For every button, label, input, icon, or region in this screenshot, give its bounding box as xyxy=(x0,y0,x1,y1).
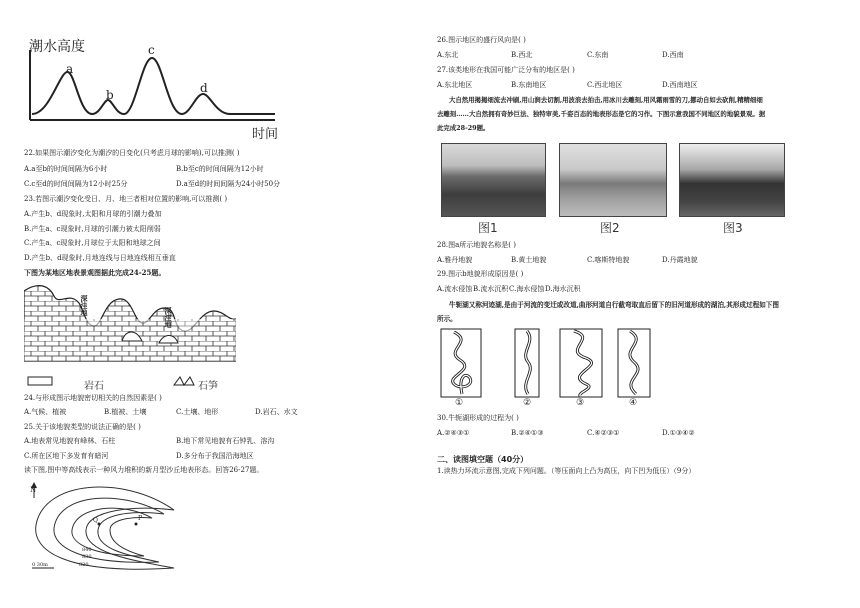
dune-contour-840: 840 xyxy=(82,547,92,553)
q30-option-a[interactable]: A.②④③① xyxy=(437,429,470,437)
q22-option-b[interactable]: B.b至c的时间间隔为12小时 xyxy=(176,165,264,173)
q28-option-c[interactable]: C.喀斯特地貌 xyxy=(587,256,630,264)
stage-2-label: ② xyxy=(523,398,532,408)
q24-option-b[interactable]: B.植被、土壤 xyxy=(104,408,147,416)
q26-option-d[interactable]: D.西南 xyxy=(662,51,684,59)
q24-option-a[interactable]: A.气候、植被 xyxy=(24,408,67,416)
photo-3-caption: 图3 xyxy=(723,221,743,235)
section-2-title: 二、读图填空题（40分） xyxy=(437,455,529,464)
q26-option-b[interactable]: B.西北 xyxy=(511,51,533,59)
stage-1-label: ① xyxy=(455,398,464,408)
q23-option-c[interactable]: C.产生a、c现象时,月球位于太阳和地球之间 xyxy=(24,239,161,247)
karst-diagram xyxy=(24,281,236,391)
q23-option-a[interactable]: A.产生b、d现象时,太阳和月球的引潮力叠加 xyxy=(24,210,162,218)
q29-option-d[interactable]: D.海水沉积 xyxy=(545,285,581,293)
dune-north: N xyxy=(30,486,37,494)
q26-option-c[interactable]: C.东南 xyxy=(587,51,609,59)
q24-stem: 24.与形成图示地貌密切相关的自然因素是( ) xyxy=(24,394,162,402)
q29-option-c[interactable]: C.海水侵蚀 xyxy=(509,285,545,293)
tide-label-a: a xyxy=(66,62,74,76)
q23-option-d[interactable]: D.产生b、d现象时,月地连线与日地连线相互垂直 xyxy=(24,254,176,262)
q25-option-b[interactable]: B.地下常见地貌有石钟乳、溶沟 xyxy=(176,437,275,445)
q25-stem: 25.关于该地貌类型的说法正确的是( ) xyxy=(24,423,141,431)
q25-option-c[interactable]: C.所在区地下多发育有暗河 xyxy=(24,452,109,460)
photo-2 xyxy=(559,143,667,217)
q29-option-a[interactable]: A.流水侵蚀 xyxy=(437,285,473,293)
dune-contour-830: 830 xyxy=(82,554,92,560)
dune-scale: 0 30m xyxy=(32,562,48,568)
q29-option-b[interactable]: B.流水沉积 xyxy=(473,285,509,293)
q27-option-d[interactable]: D.西南地区 xyxy=(662,81,698,89)
q27-stem: 27.该类地形在我国可能广泛分布的地区是( ) xyxy=(437,66,575,74)
photo-1 xyxy=(441,143,546,217)
q26-option-a[interactable]: A.东北 xyxy=(437,51,459,59)
legend-rock: 岩石 xyxy=(84,381,104,392)
q27-option-c[interactable]: C.西北地区 xyxy=(587,81,623,89)
q30-stem: 30.牛轭湖形成的过程为( ) xyxy=(437,414,519,422)
q22-option-a[interactable]: A.a至b的时间间隔为6小时 xyxy=(24,165,108,173)
legend-stalagmite: 石笋 xyxy=(198,381,218,392)
karst-label-1: 深洼地 xyxy=(80,295,89,316)
tide-xlabel: 时间 xyxy=(252,127,279,142)
intro-24-25: 下图为某地区地表景观图据此完成24-25题。 xyxy=(24,268,166,277)
q22-option-d[interactable]: D.a至d的时间间隔为24小时50分 xyxy=(176,180,281,188)
q23-option-b[interactable]: B.产生a、c现象时,月球的引潮力被太阳削弱 xyxy=(24,225,161,233)
dune-contour-820: 820 xyxy=(79,562,89,568)
q28-option-b[interactable]: B.黄土地貌 xyxy=(511,256,547,264)
q25-option-d[interactable]: D.多分布于我国沿海地区 xyxy=(176,452,254,460)
q24-option-c[interactable]: C.土壤、地形 xyxy=(176,408,219,416)
intro-28-29-line2: 去雕刻……大自然拥有奇妙巨法、独特审美,千姿百态的地表形态是它的习作。下图示意我国不同地区的地貌景观。据 xyxy=(437,110,766,118)
tide-label-d: d xyxy=(200,81,208,95)
q30-option-c[interactable]: C.④②③① xyxy=(587,429,620,437)
q27-option-b[interactable]: B.东南地区 xyxy=(511,81,547,89)
q28-stem: 28.图a所示地貌名称是( ) xyxy=(437,241,516,249)
stage-3-label: ③ xyxy=(576,398,585,408)
q31-stem: 1.读热力环流示意图,完成下列问题。（等压面向上凸为高压，向下凹为低压）（9分） xyxy=(437,467,696,475)
q30-option-b[interactable]: B.②④①③ xyxy=(511,429,544,437)
intro-26-27: 读下图,图中等高线表示一种风力堆积的新月型沙丘地表形态。回答26-27题。 xyxy=(24,466,264,474)
tide-label-c: c xyxy=(148,43,155,57)
q22-option-c[interactable]: C.c至d的时间间隔为12小时25分 xyxy=(24,180,128,188)
q30-option-d[interactable]: D.①③④② xyxy=(662,429,695,437)
q23-stem: 23.若图示潮汐变化受日、月、地三者相对位置的影响,可以推测( ) xyxy=(24,195,228,203)
q24-option-d[interactable]: D.岩石、水文 xyxy=(255,408,298,416)
dune-p: P xyxy=(138,515,143,522)
q28-option-a[interactable]: A.雅丹地貌 xyxy=(437,256,473,264)
intro-28-29-line3: 此完成28-29题。 xyxy=(437,124,490,132)
dune-contour-map xyxy=(24,480,194,580)
intro-30-line2: 所示。 xyxy=(437,315,457,323)
dune-q: Q xyxy=(93,517,98,524)
q25-option-a[interactable]: A.地表常见地貌有峰林、石柱 xyxy=(24,437,116,445)
q28-option-d[interactable]: D.丹霞地貌 xyxy=(662,256,698,264)
q22-stem: 22.如果图示潮汐变化为潮汐的日变化(只考虑月球的影响),可以推测( ) xyxy=(24,149,240,157)
intro-30-line1: 牛轭湖又称河迹湖,是由于河流的变迁或改道,曲形河道自行截弯取直后留下的旧河道形成的湖泊,其形成过程如下图 xyxy=(449,301,779,309)
photo-1-caption: 图1 xyxy=(478,221,498,235)
q27-option-a[interactable]: A.东北地区 xyxy=(437,81,473,89)
tide-ylabel: 潮水高度 xyxy=(29,39,85,55)
karst-label-2: 深洼地 xyxy=(164,307,173,328)
oxbow-stages-diagram xyxy=(440,328,655,408)
stage-4-label: ④ xyxy=(629,398,638,408)
photo-3 xyxy=(679,143,785,217)
tide-label-b: b xyxy=(106,88,114,102)
q26-stem: 26.图示地区的盛行风向是( ) xyxy=(437,36,526,44)
q29-stem: 29.图示b地貌形成原因是( ) xyxy=(437,270,524,278)
photo-2-caption: 图2 xyxy=(600,221,620,235)
intro-28-29-line1: 大自然用揭揭细流去冲刷,用山涧去切割,用波浪去拍击,用冰川去雕刻,用风霜雨雪的刀,挪动自如去砍削,精精细细 xyxy=(449,96,763,104)
